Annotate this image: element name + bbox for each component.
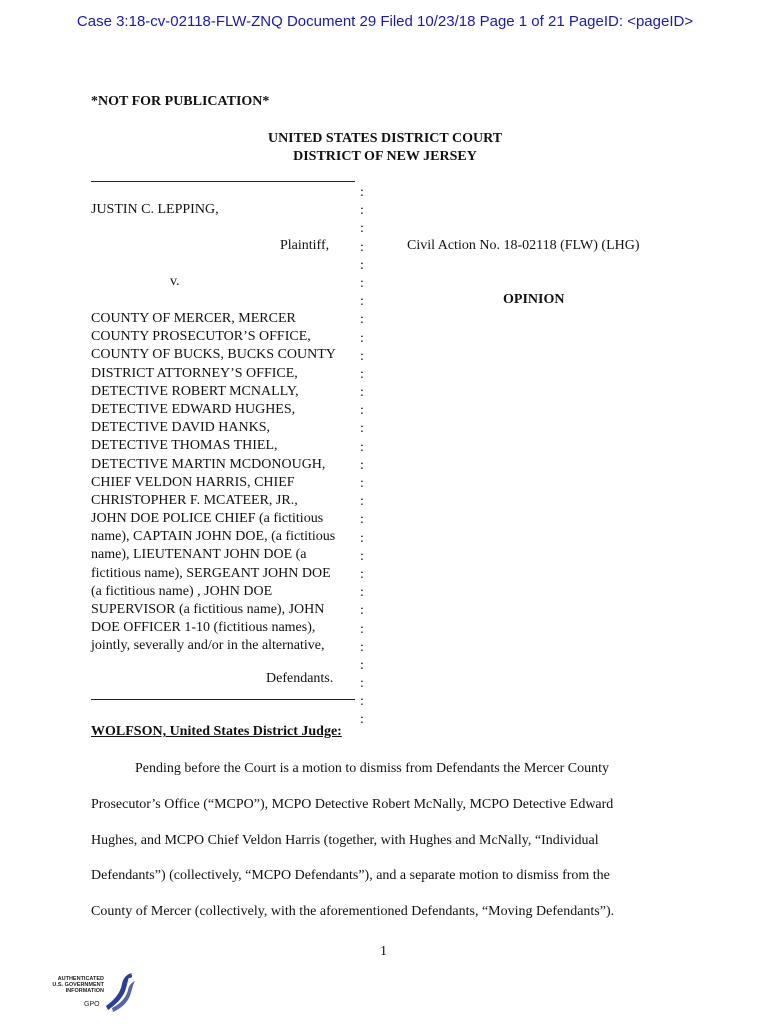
colon: :	[360, 203, 364, 219]
colon: :	[360, 566, 364, 582]
body-line: Pending before the Court is a motion to dismiss from Defendants the Mercer County	[135, 761, 609, 776]
plaintiff-name: JUSTIN C. LEPPING,	[91, 202, 219, 217]
colon: :	[360, 603, 364, 619]
body-line: County of Mercer (collectively, with the aforementioned Defendants, “Moving Defendants”).	[91, 904, 615, 919]
document-type: OPINION	[503, 292, 565, 307]
caption-colon-column	[360, 184, 370, 730]
colon: :	[360, 312, 364, 328]
body-line: Defendants”) (collectively, “MCPO Defendants”), and a separate motion to dismiss from the	[91, 868, 610, 883]
defendant-line: COUNTY OF MERCER, MERCER	[91, 311, 296, 326]
publication-note: *NOT FOR PUBLICATION*	[91, 94, 270, 109]
colon: :	[360, 457, 364, 473]
defendant-line: DISTRICT ATTORNEY’S OFFICE,	[91, 365, 298, 381]
colon: :	[360, 548, 364, 564]
defendant-line: name), CAPTAIN JOHN DOE, (a fictitious	[91, 529, 336, 545]
case-header: Case 3:18-cv-02118-FLW-ZNQ Document 29 Filed 10/23/18 Page 1 of 21 PageID: <pageID>	[76, 13, 694, 30]
gpo-line: AUTHENTICATED	[57, 976, 104, 982]
colon: :	[360, 221, 364, 237]
colon: :	[360, 639, 364, 655]
defendant-line: name), LIEUTENANT JOHN DOE (a	[91, 547, 307, 563]
colon: :	[360, 694, 364, 710]
colon: :	[360, 476, 364, 491]
defendant-line: JOHN DOE POLICE CHIEF (a fictitious	[91, 511, 324, 527]
colon: :	[360, 185, 364, 200]
gpo-line: U.S. GOVERNMENT	[52, 982, 104, 988]
defendant-line: COUNTY OF BUCKS, BUCKS COUNTY	[91, 347, 336, 363]
gpo-authenticated-logo	[44, 970, 134, 1015]
defendant-line: fictitious name), SERGEANT JOHN DOE	[91, 565, 331, 581]
colon: :	[360, 330, 364, 346]
colon: :	[360, 403, 364, 419]
colon: :	[360, 585, 364, 601]
defendant-line: DETECTIVE ROBERT MCNALLY,	[91, 383, 299, 399]
defendant-line: DOE OFFICER 1-10 (fictitious names),	[91, 620, 316, 636]
colon: :	[360, 530, 364, 546]
gpo-mark: GPO	[84, 1001, 100, 1008]
body-line: Prosecutor’s Office (“MCPO”), MCPO Detective Robert McNally, MCPO Detective Edward	[91, 797, 614, 812]
colon: :	[360, 621, 364, 637]
defendant-line: COUNTY PROSECUTOR’S OFFICE,	[91, 329, 311, 345]
colon: :	[360, 366, 364, 382]
colon: :	[360, 512, 364, 528]
plaintiff-label: Plaintiff,	[280, 238, 330, 253]
defendant-line: DETECTIVE DAVID HANKS,	[91, 420, 271, 436]
colon: :	[360, 257, 364, 273]
defendant-line: DETECTIVE EDWARD HUGHES,	[91, 401, 296, 417]
defendant-line: CHRISTOPHER F. MCATEER, JR.,	[91, 492, 298, 508]
versus: v.	[170, 274, 180, 289]
colon: :	[360, 385, 364, 401]
colon: :	[360, 712, 364, 728]
colon: :	[360, 421, 364, 437]
colon: :	[360, 294, 364, 310]
colon: :	[360, 239, 364, 255]
defendant-line: SUPERVISOR (a fictitious name), JOHN	[91, 602, 325, 617]
defendants-list	[91, 310, 336, 656]
gpo-line: INFORMATION	[65, 988, 104, 994]
defendant-line: CHIEF VELDON HARRIS, CHIEF	[91, 474, 295, 490]
colon: :	[360, 348, 364, 364]
colon: :	[360, 657, 364, 673]
defendant-line: (a fictitious name) , JOHN DOE	[91, 583, 273, 599]
colon: :	[360, 439, 364, 455]
body-line: Hughes, and MCPO Chief Veldon Harris (together, with Hughes and McNally, “Individual	[91, 833, 599, 848]
defendant-line: DETECTIVE THOMAS THIEL,	[91, 438, 278, 454]
page-number: 1	[380, 944, 387, 959]
gpo-authentication-text	[44, 976, 104, 994]
court-name: UNITED STATES DISTRICT COURT	[267, 131, 503, 146]
colon: :	[360, 275, 364, 291]
colon: :	[360, 676, 364, 692]
judge-line: WOLFSON, United States District Judge:	[91, 724, 342, 739]
colon: :	[360, 494, 364, 510]
defendant-line: DETECTIVE MARTIN MCDONOUGH,	[91, 456, 326, 472]
caption-bottom-rule	[91, 699, 355, 700]
court-district: DISTRICT OF NEW JERSEY	[293, 149, 477, 164]
caption-top-rule	[91, 181, 355, 182]
eagle-icon	[102, 970, 136, 1014]
civil-action-number: Civil Action No. 18-02118 (FLW) (LHG)	[407, 238, 640, 253]
defendants-label: Defendants.	[266, 671, 334, 686]
defendant-line: jointly, severally and/or in the alternative,	[91, 638, 325, 654]
